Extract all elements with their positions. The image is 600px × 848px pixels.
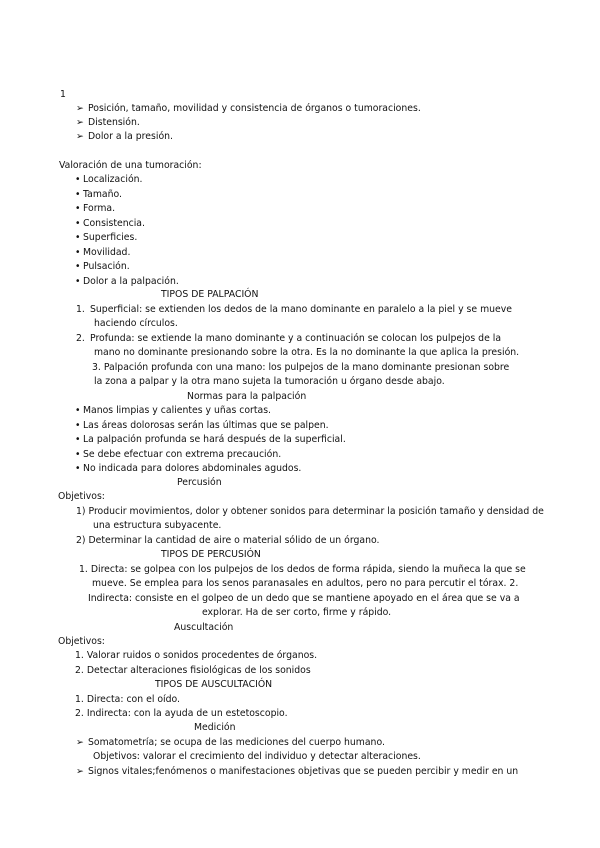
arrow-bullet-icon: ➢ bbox=[76, 103, 84, 114]
list-item: ➢ Signos vitales;fenómenos o manifestaciones objetivas que se pueden percibir y medir en un bbox=[76, 766, 519, 777]
list-item: • Consistencia. bbox=[75, 218, 145, 229]
list-item: 1) Producir movimientos, dolor y obtener sonidos para determinar la posición tamaño y densidad de bbox=[76, 506, 544, 517]
list-item: • Movilidad. bbox=[75, 247, 131, 258]
list-item: ➢ Dolor a la presión. bbox=[76, 131, 173, 142]
auscultation-objectives-label: Objetivos: bbox=[58, 636, 105, 647]
measurement-title: Medición bbox=[194, 722, 236, 733]
list-item: • Superficies. bbox=[75, 232, 138, 243]
list-item: 1. Directa: con el oído. bbox=[75, 694, 181, 705]
bullet-icon: • bbox=[75, 189, 81, 200]
list-item-continuation: haciendo círculos. bbox=[94, 318, 178, 329]
percussion-title: Percusión bbox=[177, 477, 222, 488]
percussion-types-title: TIPOS DE PERCUSIÓN bbox=[161, 549, 261, 560]
bullet-icon: • bbox=[75, 405, 81, 416]
norms-title: Normas para la palpación bbox=[187, 391, 307, 402]
bullet-icon: • bbox=[75, 276, 81, 287]
list-item: ➢ Distensión. bbox=[76, 117, 140, 128]
arrow-bullet-icon: ➢ bbox=[76, 131, 84, 142]
list-item: • Dolor a la palpación. bbox=[75, 276, 179, 287]
list-item: • No indicada para dolores abdominales agudos. bbox=[75, 463, 302, 474]
arrow-bullet-icon: ➢ bbox=[76, 117, 84, 128]
list-item: • Forma. bbox=[75, 203, 116, 214]
page-number: 1 bbox=[60, 89, 66, 100]
bullet-icon: • bbox=[75, 449, 81, 460]
list-item: ➢ Posición, tamaño, movilidad y consistencia de órganos o tumoraciones. bbox=[76, 103, 421, 114]
bullet-icon: • bbox=[75, 420, 81, 431]
list-item-continuation: la zona a palpar y la otra mano sujeta la tumoración u órgano desde abajo. bbox=[94, 376, 445, 387]
list-item: 1. Valorar ruidos o sonidos procedentes de órganos. bbox=[75, 650, 318, 661]
bullet-icon: • bbox=[75, 232, 81, 243]
bullet-icon: • bbox=[75, 174, 81, 185]
list-item: 3. Palpación profunda con una mano: los pulpejos de la mano dominante presionan sobre bbox=[92, 362, 510, 373]
arrow-bullet-icon: ➢ bbox=[76, 737, 84, 748]
list-item: • Las áreas dolorosas serán las últimas que se palpen. bbox=[75, 420, 329, 431]
bullet-icon: • bbox=[75, 218, 81, 229]
list-item: 2. Detectar alteraciones fisiológicas de los sonidos bbox=[75, 665, 311, 676]
list-item: • Tamaño. bbox=[75, 189, 122, 200]
list-item: • Se debe efectuar con extrema precaución. bbox=[75, 449, 282, 460]
list-item-continuation: Indirecta: consiste en el golpeo de un dedo que se mantiene apoyado en el área que se va a bbox=[88, 593, 520, 604]
percussion-objectives-label: Objetivos: bbox=[58, 491, 105, 502]
bullet-icon: • bbox=[75, 203, 81, 214]
bullet-icon: • bbox=[75, 463, 81, 474]
arrow-bullet-icon: ➢ bbox=[76, 766, 84, 777]
list-item-sub: Objetivos: valorar el crecimiento del individuo y detectar alteraciones. bbox=[93, 751, 421, 762]
list-item: • Manos limpias y calientes y uñas cortas. bbox=[75, 405, 272, 416]
list-item: 2. Profunda: se extiende la mano dominante y a continuación se colocan los pulpejos de la bbox=[76, 333, 502, 344]
list-item: 1. Superficial: se extienden los dedos de la mano dominante en paralelo a la piel y se mueve bbox=[76, 304, 512, 315]
tumor-heading: Valoración de una tumoración: bbox=[59, 160, 202, 171]
bullet-icon: • bbox=[75, 247, 81, 258]
list-item: 2) Determinar la cantidad de aire o material sólido de un órgano. bbox=[76, 535, 380, 546]
list-item: 2. Indirecta: con la ayuda de un estetoscopio. bbox=[75, 708, 288, 719]
auscultation-types-title: TIPOS DE AUSCULTACIÓN bbox=[155, 679, 273, 690]
palpation-types-title: TIPOS DE PALPACIÓN bbox=[161, 289, 259, 300]
auscultation-title: Auscultación bbox=[174, 622, 234, 633]
list-item: ➢ Somatometría; se ocupa de las mediciones del cuerpo humano. bbox=[76, 737, 385, 748]
list-item-continuation: mano no dominante presionando sobre la otra. Es la no dominante la que aplica la presión. bbox=[94, 347, 520, 358]
list-item-continuation: una estructura subyacente. bbox=[93, 520, 222, 531]
list-item: • Localización. bbox=[75, 174, 143, 185]
list-item: 1. Directa: se golpea con los pulpejos de los dedos de forma rápida, siendo la muñeca la que se bbox=[79, 564, 526, 575]
bullet-icon: • bbox=[75, 261, 81, 272]
list-item-continuation: mueve. Se emplea para los senos paranasales en adultos, pero no para percutir el tórax. 2. bbox=[92, 578, 519, 589]
bullet-icon: • bbox=[75, 434, 81, 445]
list-item: • La palpación profunda se hará después de la superficial. bbox=[75, 434, 346, 445]
list-item: • Pulsación. bbox=[75, 261, 130, 272]
list-item-continuation: explorar. Ha de ser corto, firme y rápido. bbox=[202, 607, 392, 618]
